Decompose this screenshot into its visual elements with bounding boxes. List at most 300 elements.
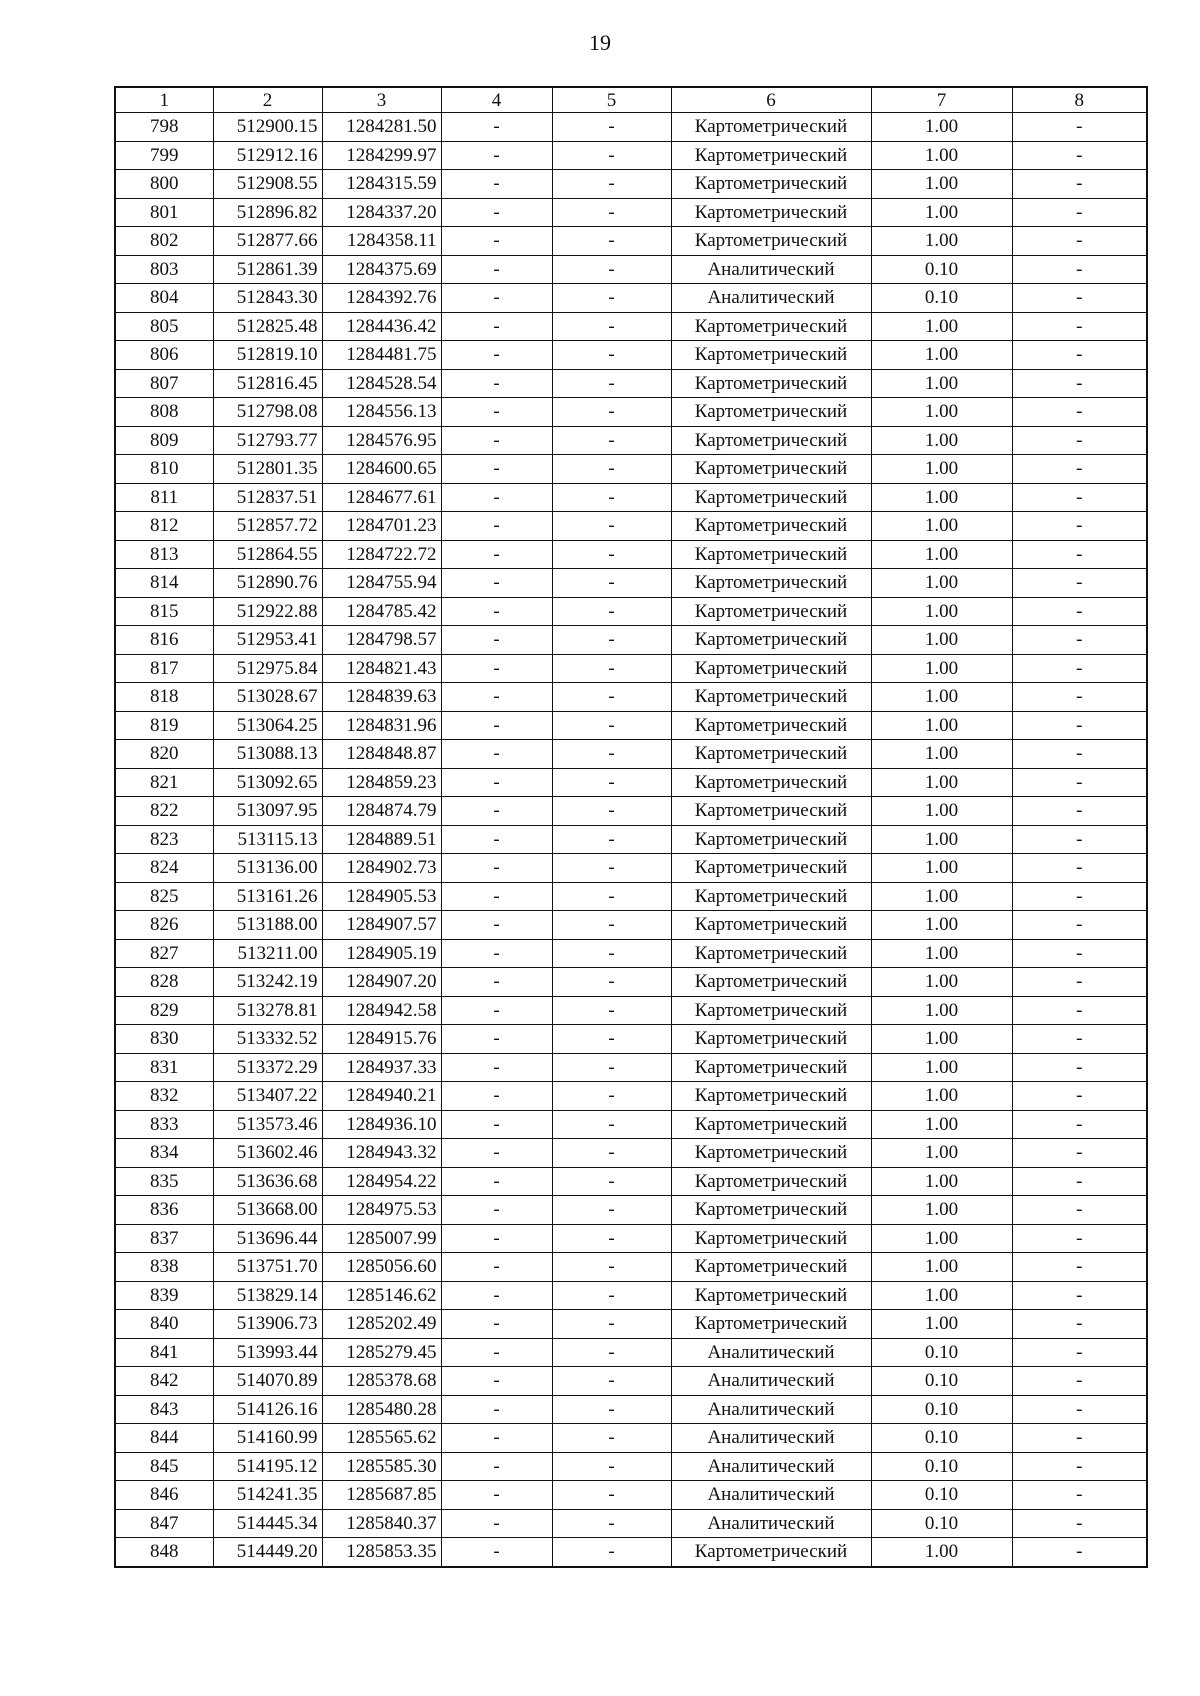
accuracy-cell: 1.00: [871, 911, 1012, 940]
col8-cell: -: [1012, 1538, 1147, 1567]
col5-cell: -: [552, 312, 671, 341]
col4-cell: -: [441, 882, 552, 911]
accuracy-cell: 1.00: [871, 768, 1012, 797]
accuracy-cell: 1.00: [871, 483, 1012, 512]
method-cell: Картометрический: [671, 825, 871, 854]
col8-cell: -: [1012, 825, 1147, 854]
point-number-cell: 840: [115, 1310, 213, 1339]
point-number-cell: 845: [115, 1452, 213, 1481]
col5-cell: -: [552, 1281, 671, 1310]
method-cell: Картометрический: [671, 1167, 871, 1196]
column-header: 3: [322, 87, 441, 113]
col5-cell: -: [552, 654, 671, 683]
accuracy-cell: 1.00: [871, 1196, 1012, 1225]
point-number-cell: 800: [115, 170, 213, 199]
column-header: 8: [1012, 87, 1147, 113]
column-header: 7: [871, 87, 1012, 113]
table-row: [115, 711, 1147, 740]
col8-cell: -: [1012, 1139, 1147, 1168]
col8-cell: -: [1012, 1367, 1147, 1396]
point-number-cell: 815: [115, 597, 213, 626]
x-coordinate-cell: 513097.95: [213, 797, 322, 826]
y-coordinate-cell: 1284839.63: [322, 683, 441, 712]
y-coordinate-cell: 1284905.19: [322, 939, 441, 968]
y-coordinate-cell: 1284281.50: [322, 113, 441, 142]
accuracy-cell: 1.00: [871, 540, 1012, 569]
col4-cell: -: [441, 113, 552, 142]
col4-cell: -: [441, 1395, 552, 1424]
y-coordinate-cell: 1284905.53: [322, 882, 441, 911]
y-coordinate-cell: 1284936.10: [322, 1110, 441, 1139]
col8-cell: -: [1012, 255, 1147, 284]
col4-cell: -: [441, 1538, 552, 1567]
y-coordinate-cell: 1284975.53: [322, 1196, 441, 1225]
table-row: [115, 113, 1147, 142]
method-cell: Картометрический: [671, 1253, 871, 1282]
col5-cell: -: [552, 768, 671, 797]
method-cell: Картометрический: [671, 1538, 871, 1567]
y-coordinate-cell: 1284436.42: [322, 312, 441, 341]
y-coordinate-cell: 1285056.60: [322, 1253, 441, 1282]
col8-cell: -: [1012, 654, 1147, 683]
point-number-cell: 817: [115, 654, 213, 683]
method-cell: Картометрический: [671, 1281, 871, 1310]
x-coordinate-cell: 513278.81: [213, 996, 322, 1025]
table-row: [115, 996, 1147, 1025]
x-coordinate-cell: 513088.13: [213, 740, 322, 769]
accuracy-cell: 1.00: [871, 569, 1012, 598]
table-row: [115, 1338, 1147, 1367]
col4-cell: -: [441, 1167, 552, 1196]
accuracy-cell: 1.00: [871, 711, 1012, 740]
accuracy-cell: 1.00: [871, 1110, 1012, 1139]
accuracy-cell: 0.10: [871, 1424, 1012, 1453]
method-cell: Аналитический: [671, 1424, 871, 1453]
col8-cell: -: [1012, 540, 1147, 569]
point-number-cell: 803: [115, 255, 213, 284]
col8-cell: -: [1012, 939, 1147, 968]
y-coordinate-cell: 1284859.23: [322, 768, 441, 797]
x-coordinate-cell: 513696.44: [213, 1224, 322, 1253]
y-coordinate-cell: 1284337.20: [322, 198, 441, 227]
method-cell: Картометрический: [671, 939, 871, 968]
point-number-cell: 844: [115, 1424, 213, 1453]
col5-cell: -: [552, 1253, 671, 1282]
col4-cell: -: [441, 284, 552, 313]
col8-cell: -: [1012, 1395, 1147, 1424]
accuracy-cell: 0.10: [871, 1338, 1012, 1367]
method-cell: Картометрический: [671, 312, 871, 341]
col5-cell: -: [552, 1082, 671, 1111]
x-coordinate-cell: 513906.73: [213, 1310, 322, 1339]
col5-cell: -: [552, 198, 671, 227]
col5-cell: -: [552, 141, 671, 170]
col4-cell: -: [441, 1338, 552, 1367]
table-row: [115, 1509, 1147, 1538]
col4-cell: -: [441, 1025, 552, 1054]
accuracy-cell: 1.00: [871, 996, 1012, 1025]
point-number-cell: 810: [115, 455, 213, 484]
method-cell: Картометрический: [671, 1196, 871, 1225]
method-cell: Аналитический: [671, 1395, 871, 1424]
col4-cell: -: [441, 996, 552, 1025]
table-header-row: [115, 87, 1147, 113]
y-coordinate-cell: 1284907.57: [322, 911, 441, 940]
col4-cell: -: [441, 626, 552, 655]
point-number-cell: 805: [115, 312, 213, 341]
col8-cell: -: [1012, 911, 1147, 940]
x-coordinate-cell: 512837.51: [213, 483, 322, 512]
y-coordinate-cell: 1284937.33: [322, 1053, 441, 1082]
method-cell: Картометрический: [671, 113, 871, 142]
y-coordinate-cell: 1284889.51: [322, 825, 441, 854]
col5-cell: -: [552, 1025, 671, 1054]
y-coordinate-cell: 1285007.99: [322, 1224, 441, 1253]
y-coordinate-cell: 1284848.87: [322, 740, 441, 769]
accuracy-cell: 1.00: [871, 626, 1012, 655]
col8-cell: -: [1012, 369, 1147, 398]
point-number-cell: 811: [115, 483, 213, 512]
point-number-cell: 814: [115, 569, 213, 598]
col8-cell: -: [1012, 1025, 1147, 1054]
table-row: [115, 1110, 1147, 1139]
y-coordinate-cell: 1285565.62: [322, 1424, 441, 1453]
accuracy-cell: 1.00: [871, 341, 1012, 370]
table-row: [115, 170, 1147, 199]
col5-cell: -: [552, 996, 671, 1025]
y-coordinate-cell: 1284942.58: [322, 996, 441, 1025]
accuracy-cell: 1.00: [871, 654, 1012, 683]
x-coordinate-cell: 512908.55: [213, 170, 322, 199]
accuracy-cell: 0.10: [871, 284, 1012, 313]
col4-cell: -: [441, 1509, 552, 1538]
accuracy-cell: 0.10: [871, 1481, 1012, 1510]
method-cell: Картометрический: [671, 711, 871, 740]
col4-cell: -: [441, 483, 552, 512]
col5-cell: -: [552, 569, 671, 598]
table-row: [115, 1367, 1147, 1396]
x-coordinate-cell: 513161.26: [213, 882, 322, 911]
point-number-cell: 826: [115, 911, 213, 940]
method-cell: Картометрический: [671, 683, 871, 712]
x-coordinate-cell: 513064.25: [213, 711, 322, 740]
point-number-cell: 838: [115, 1253, 213, 1282]
point-number-cell: 841: [115, 1338, 213, 1367]
col5-cell: -: [552, 512, 671, 541]
method-cell: Картометрический: [671, 398, 871, 427]
col5-cell: -: [552, 1367, 671, 1396]
accuracy-cell: 1.00: [871, 141, 1012, 170]
method-cell: Картометрический: [671, 654, 871, 683]
col5-cell: -: [552, 1139, 671, 1168]
col4-cell: -: [441, 1110, 552, 1139]
table-row: [115, 1538, 1147, 1567]
table-row: [115, 1452, 1147, 1481]
col8-cell: -: [1012, 312, 1147, 341]
col4-cell: -: [441, 141, 552, 170]
point-number-cell: 837: [115, 1224, 213, 1253]
accuracy-cell: 1.00: [871, 740, 1012, 769]
x-coordinate-cell: 513242.19: [213, 968, 322, 997]
col5-cell: -: [552, 1224, 671, 1253]
x-coordinate-cell: 513211.00: [213, 939, 322, 968]
x-coordinate-cell: 512890.76: [213, 569, 322, 598]
col4-cell: -: [441, 797, 552, 826]
method-cell: Картометрический: [671, 1082, 871, 1111]
col5-cell: -: [552, 1424, 671, 1453]
col5-cell: -: [552, 455, 671, 484]
col8-cell: -: [1012, 1253, 1147, 1282]
method-cell: Картометрический: [671, 597, 871, 626]
table-row: [115, 312, 1147, 341]
point-number-cell: 807: [115, 369, 213, 398]
x-coordinate-cell: 514445.34: [213, 1509, 322, 1538]
col5-cell: -: [552, 1481, 671, 1510]
col5-cell: -: [552, 483, 671, 512]
col8-cell: -: [1012, 797, 1147, 826]
col4-cell: -: [441, 1481, 552, 1510]
accuracy-cell: 1.00: [871, 170, 1012, 199]
table-row: [115, 1082, 1147, 1111]
method-cell: Аналитический: [671, 1367, 871, 1396]
col4-cell: -: [441, 341, 552, 370]
accuracy-cell: 1.00: [871, 398, 1012, 427]
method-cell: Картометрический: [671, 854, 871, 883]
x-coordinate-cell: 512825.48: [213, 312, 322, 341]
col5-cell: -: [552, 626, 671, 655]
table-row: [115, 512, 1147, 541]
table-row: [115, 227, 1147, 256]
point-number-cell: 832: [115, 1082, 213, 1111]
point-number-cell: 812: [115, 512, 213, 541]
x-coordinate-cell: 513636.68: [213, 1167, 322, 1196]
table-row: [115, 369, 1147, 398]
table-row: [115, 540, 1147, 569]
col5-cell: -: [552, 284, 671, 313]
x-coordinate-cell: 512801.35: [213, 455, 322, 484]
x-coordinate-cell: 513136.00: [213, 854, 322, 883]
col8-cell: -: [1012, 1167, 1147, 1196]
x-coordinate-cell: 512793.77: [213, 426, 322, 455]
point-number-cell: 824: [115, 854, 213, 883]
y-coordinate-cell: 1285480.28: [322, 1395, 441, 1424]
column-header: 5: [552, 87, 671, 113]
col8-cell: -: [1012, 398, 1147, 427]
col4-cell: -: [441, 1224, 552, 1253]
y-coordinate-cell: 1284798.57: [322, 626, 441, 655]
y-coordinate-cell: 1284481.75: [322, 341, 441, 370]
table-row: [115, 569, 1147, 598]
y-coordinate-cell: 1285279.45: [322, 1338, 441, 1367]
accuracy-cell: 0.10: [871, 255, 1012, 284]
col8-cell: -: [1012, 882, 1147, 911]
x-coordinate-cell: 512896.82: [213, 198, 322, 227]
y-coordinate-cell: 1284940.21: [322, 1082, 441, 1111]
x-coordinate-cell: 513407.22: [213, 1082, 322, 1111]
x-coordinate-cell: 512798.08: [213, 398, 322, 427]
table-row: [115, 1310, 1147, 1339]
method-cell: Картометрический: [671, 426, 871, 455]
y-coordinate-cell: 1284576.95: [322, 426, 441, 455]
x-coordinate-cell: 512857.72: [213, 512, 322, 541]
method-cell: Картометрический: [671, 569, 871, 598]
point-number-cell: 835: [115, 1167, 213, 1196]
y-coordinate-cell: 1284954.22: [322, 1167, 441, 1196]
y-coordinate-cell: 1284831.96: [322, 711, 441, 740]
table-row: [115, 1281, 1147, 1310]
col5-cell: -: [552, 854, 671, 883]
table-row: [115, 1481, 1147, 1510]
accuracy-cell: 1.00: [871, 1082, 1012, 1111]
table-row: [115, 626, 1147, 655]
method-cell: Картометрический: [671, 1139, 871, 1168]
x-coordinate-cell: 513028.67: [213, 683, 322, 712]
x-coordinate-cell: 513188.00: [213, 911, 322, 940]
x-coordinate-cell: 512877.66: [213, 227, 322, 256]
table-row: [115, 483, 1147, 512]
method-cell: Картометрический: [671, 1224, 871, 1253]
col5-cell: -: [552, 1509, 671, 1538]
method-cell: Аналитический: [671, 284, 871, 313]
x-coordinate-cell: 514195.12: [213, 1452, 322, 1481]
y-coordinate-cell: 1284392.76: [322, 284, 441, 313]
point-number-cell: 798: [115, 113, 213, 142]
point-number-cell: 828: [115, 968, 213, 997]
point-number-cell: 821: [115, 768, 213, 797]
col8-cell: -: [1012, 483, 1147, 512]
table-row: [115, 854, 1147, 883]
x-coordinate-cell: 513602.46: [213, 1139, 322, 1168]
col4-cell: -: [441, 569, 552, 598]
method-cell: Картометрический: [671, 768, 871, 797]
method-cell: Аналитический: [671, 1452, 871, 1481]
accuracy-cell: 1.00: [871, 882, 1012, 911]
col5-cell: -: [552, 711, 671, 740]
accuracy-cell: 1.00: [871, 1538, 1012, 1567]
accuracy-cell: 1.00: [871, 1167, 1012, 1196]
y-coordinate-cell: 1284528.54: [322, 369, 441, 398]
table-row: [115, 1253, 1147, 1282]
y-coordinate-cell: 1284358.11: [322, 227, 441, 256]
col4-cell: -: [441, 683, 552, 712]
col8-cell: -: [1012, 711, 1147, 740]
col8-cell: -: [1012, 426, 1147, 455]
col5-cell: -: [552, 1395, 671, 1424]
coordinates-table: [114, 86, 1148, 1568]
accuracy-cell: 1.00: [871, 227, 1012, 256]
col5-cell: -: [552, 1167, 671, 1196]
col8-cell: -: [1012, 1110, 1147, 1139]
col4-cell: -: [441, 1367, 552, 1396]
table-row: [115, 768, 1147, 797]
col8-cell: -: [1012, 569, 1147, 598]
point-number-cell: 831: [115, 1053, 213, 1082]
method-cell: Картометрический: [671, 740, 871, 769]
y-coordinate-cell: 1285687.85: [322, 1481, 441, 1510]
x-coordinate-cell: 514126.16: [213, 1395, 322, 1424]
column-header: 1: [115, 87, 213, 113]
accuracy-cell: 1.00: [871, 198, 1012, 227]
point-number-cell: 808: [115, 398, 213, 427]
col5-cell: -: [552, 683, 671, 712]
y-coordinate-cell: 1285202.49: [322, 1310, 441, 1339]
col8-cell: -: [1012, 341, 1147, 370]
table-row: [115, 968, 1147, 997]
page-number: 19: [589, 30, 611, 55]
col4-cell: -: [441, 1053, 552, 1082]
y-coordinate-cell: 1284600.65: [322, 455, 441, 484]
y-coordinate-cell: 1284785.42: [322, 597, 441, 626]
accuracy-cell: 1.00: [871, 1281, 1012, 1310]
point-number-cell: 833: [115, 1110, 213, 1139]
x-coordinate-cell: 512922.88: [213, 597, 322, 626]
method-cell: Картометрический: [671, 1110, 871, 1139]
y-coordinate-cell: 1284299.97: [322, 141, 441, 170]
col5-cell: -: [552, 911, 671, 940]
y-coordinate-cell: 1284874.79: [322, 797, 441, 826]
col5-cell: -: [552, 540, 671, 569]
method-cell: Картометрический: [671, 483, 871, 512]
method-cell: Картометрический: [671, 540, 871, 569]
method-cell: Картометрический: [671, 170, 871, 199]
point-number-cell: 819: [115, 711, 213, 740]
table-row: [115, 911, 1147, 940]
method-cell: Картометрический: [671, 968, 871, 997]
col5-cell: -: [552, 797, 671, 826]
method-cell: Картометрический: [671, 512, 871, 541]
x-coordinate-cell: 514449.20: [213, 1538, 322, 1567]
y-coordinate-cell: 1284755.94: [322, 569, 441, 598]
point-number-cell: 799: [115, 141, 213, 170]
accuracy-cell: 1.00: [871, 939, 1012, 968]
method-cell: Картометрический: [671, 797, 871, 826]
col4-cell: -: [441, 312, 552, 341]
col4-cell: -: [441, 455, 552, 484]
x-coordinate-cell: 513372.29: [213, 1053, 322, 1082]
col5-cell: -: [552, 1338, 671, 1367]
col4-cell: -: [441, 854, 552, 883]
table-row: [115, 683, 1147, 712]
col4-cell: -: [441, 768, 552, 797]
x-coordinate-cell: 514160.99: [213, 1424, 322, 1453]
x-coordinate-cell: 514070.89: [213, 1367, 322, 1396]
y-coordinate-cell: 1284907.20: [322, 968, 441, 997]
table-row: [115, 341, 1147, 370]
method-cell: Картометрический: [671, 1310, 871, 1339]
col5-cell: -: [552, 170, 671, 199]
col8-cell: -: [1012, 597, 1147, 626]
col4-cell: -: [441, 1196, 552, 1225]
point-number-cell: 816: [115, 626, 213, 655]
method-cell: Картометрический: [671, 911, 871, 940]
y-coordinate-cell: 1285146.62: [322, 1281, 441, 1310]
col4-cell: -: [441, 1253, 552, 1282]
x-coordinate-cell: 513668.00: [213, 1196, 322, 1225]
table-row: [115, 1139, 1147, 1168]
col8-cell: -: [1012, 968, 1147, 997]
accuracy-cell: 1.00: [871, 512, 1012, 541]
col8-cell: -: [1012, 854, 1147, 883]
method-cell: Картометрический: [671, 626, 871, 655]
col8-cell: -: [1012, 1281, 1147, 1310]
x-coordinate-cell: 513751.70: [213, 1253, 322, 1282]
accuracy-cell: 1.00: [871, 968, 1012, 997]
point-number-cell: 846: [115, 1481, 213, 1510]
accuracy-cell: 1.00: [871, 312, 1012, 341]
y-coordinate-cell: 1284722.72: [322, 540, 441, 569]
col5-cell: -: [552, 1538, 671, 1567]
col8-cell: -: [1012, 1310, 1147, 1339]
